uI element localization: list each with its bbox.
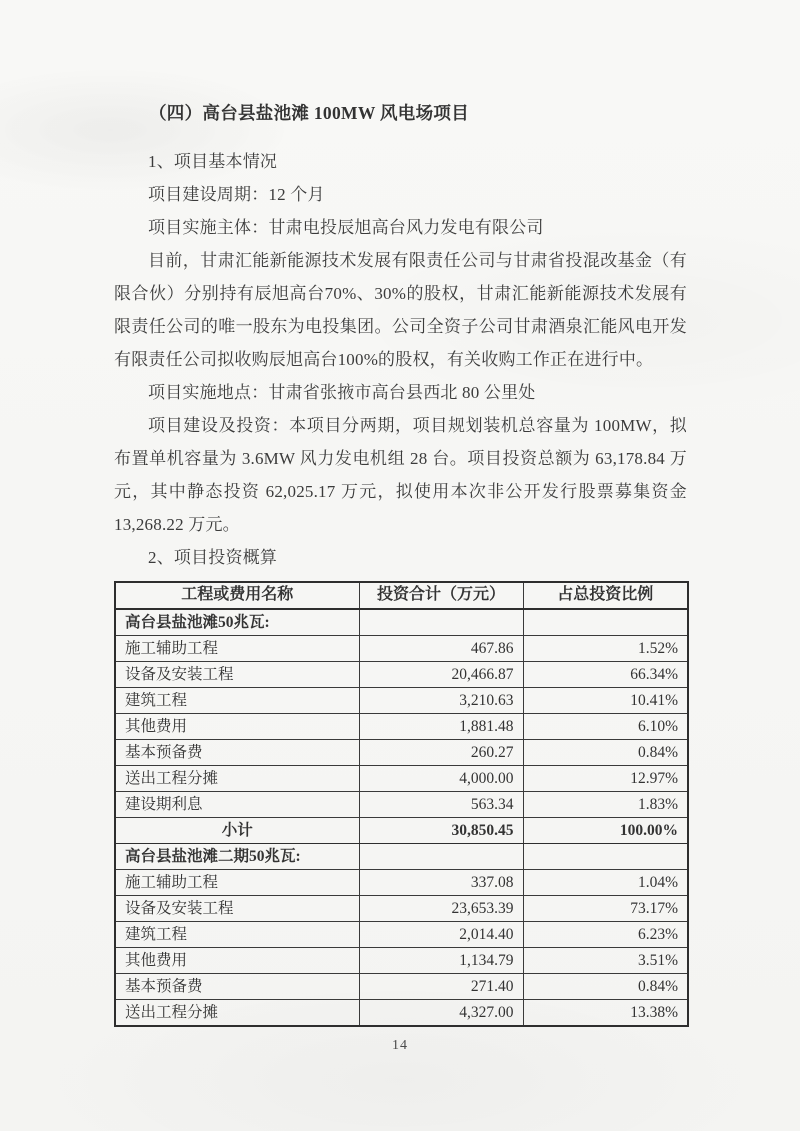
section-heading: （四）高台县盐池滩 100MW 风电场项目 <box>149 103 469 123</box>
table-row: 其他费用 1,881.48 6.10% <box>115 714 688 740</box>
document-content <box>114 0 687 1027</box>
table-row: 施工辅助工程 467.86 1.52% <box>115 636 688 662</box>
table-row-section-phase2: 高台县盐池滩二期50兆瓦: <box>115 844 688 870</box>
column-header-pct: 占总投资比例 <box>523 582 688 609</box>
table-row: 基本预备费 271.40 0.84% <box>115 974 688 1000</box>
table-row: 基本预备费 260.27 0.84% <box>115 740 688 766</box>
table-row: 建设期利息 563.34 1.83% <box>115 792 688 818</box>
table-header-row <box>115 582 688 609</box>
investment-estimate-table <box>114 581 689 1027</box>
table-row: 其他费用 1,134.79 3.51% <box>115 948 688 974</box>
paragraph-budget-label: 2、项目投资概算 <box>148 548 278 567</box>
paragraph-location: 项目实施地点：甘肃省张掖市高台县西北 80 公里处 <box>148 383 536 402</box>
paragraph-construction-investment: 项目建设及投资：本项目分两期，项目规划装机总容量为 100MW，拟布置单机容量为 3.6MW 风力发电机组 28 台。项目投资总额为 63,178.84 万元，其中静态投资 62,025.17 万元，拟使用本次非公开发行股票募集资金 13,268.22 万元。 <box>114 416 687 534</box>
table-row: 设备及安装工程 23,653.39 73.17% <box>115 896 688 922</box>
table-row: 建筑工程 2,014.40 6.23% <box>115 922 688 948</box>
table-row: 设备及安装工程 20,466.87 66.34% <box>115 662 688 688</box>
table-row: 建筑工程 3,210.63 10.41% <box>115 688 688 714</box>
paragraph-implementing-body: 项目实施主体：甘肃电投辰旭高台风力发电有限公司 <box>148 218 544 237</box>
table-row: 送出工程分摊 4,000.00 12.97% <box>115 766 688 792</box>
table-row: 送出工程分摊 4,327.00 13.38% <box>115 1000 688 1027</box>
paragraph-build-period: 项目建设周期：12 个月 <box>148 185 325 204</box>
page-number: 14 <box>392 1038 408 1053</box>
table-row-subtotal-phase1: 小计 30,850.45 100.00% <box>115 818 688 844</box>
table-row-section-phase1: 高台县盐池滩50兆瓦: <box>115 609 688 636</box>
column-header-name: 工程或费用名称 <box>115 582 359 609</box>
column-header-amount: 投资合计（万元） <box>359 582 523 609</box>
paragraph-ownership: 目前，甘肃汇能新能源技术发展有限责任公司与甘肃省投混改基金（有限合伙）分别持有辰旭高台70%、30%的股权，甘肃汇能新能源技术发展有限责任公司的唯一股东为电投集团。公司全资子公司甘肃酒泉汇能风电开发有限责任公司拟收购辰旭高台100%的股权，有关收购工作正在进行中。 <box>114 251 687 369</box>
paragraph-basic-info-label: 1、项目基本情况 <box>148 152 278 171</box>
table-row: 施工辅助工程 337.08 1.04% <box>115 870 688 896</box>
